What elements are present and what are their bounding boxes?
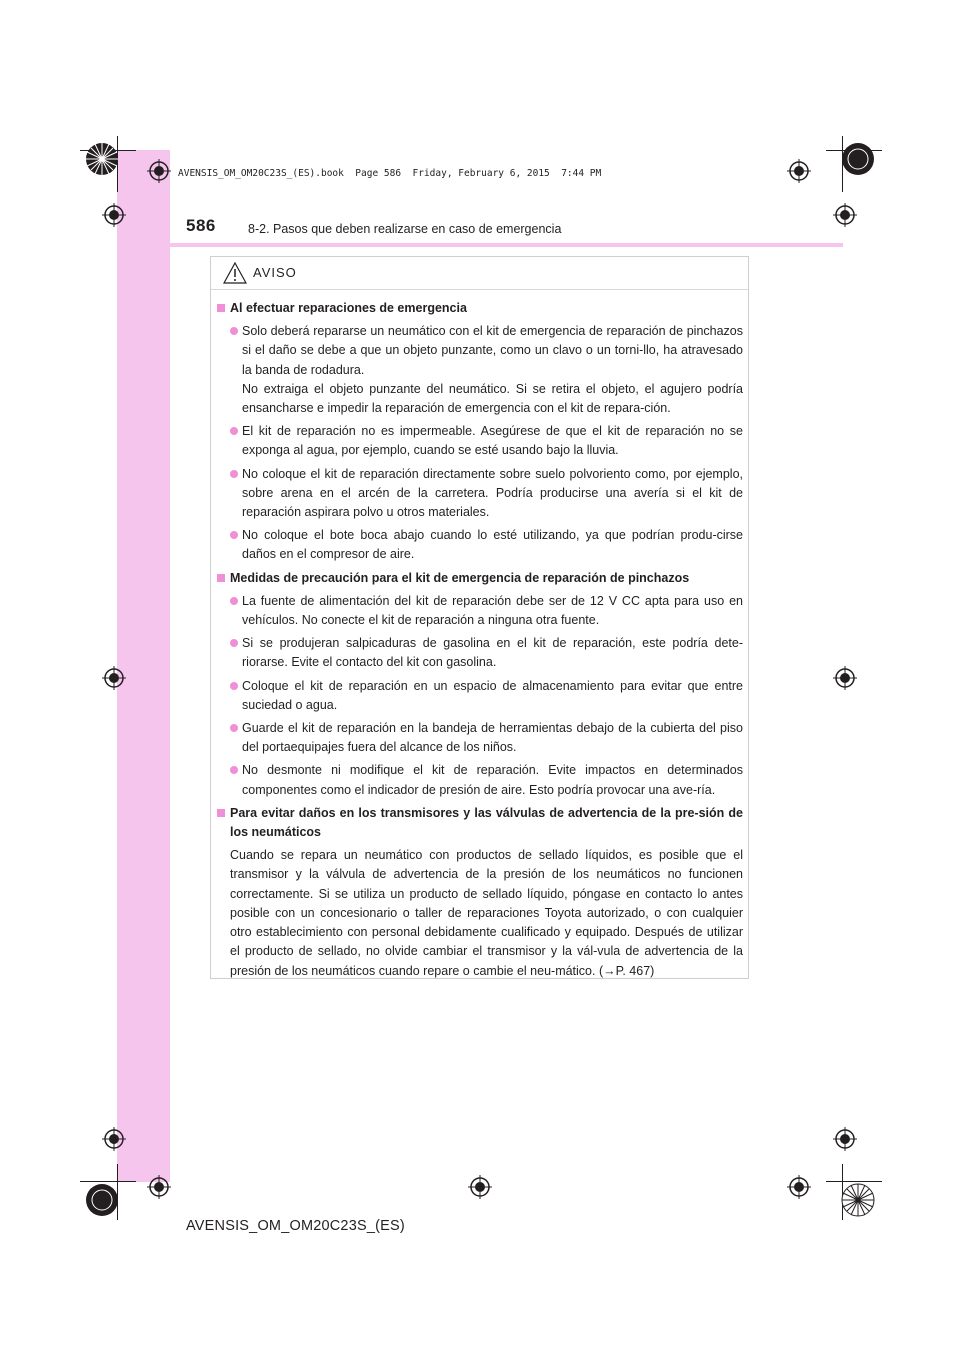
registration-mark-icon (147, 1175, 171, 1199)
list-item: No desmonte ni modifique el kit de reparación. Evite impactos en determinados componentes como el indicador de presión de aire. Esto podría provocar una ave-ría. (217, 761, 743, 799)
warning-box (210, 256, 749, 979)
section-heading: Al efectuar reparaciones de emergencia (217, 299, 743, 318)
registration-mark-icon (147, 159, 171, 183)
starburst-mark-icon (84, 1182, 120, 1218)
warning-body (217, 299, 743, 985)
registration-mark-icon (102, 203, 126, 227)
list-item: El kit de reparación no es impermeable. Asegúrese de que el kit de reparación no se exponga al agua, por ejemplo, cuando se esté usando bajo la lluvia. (217, 422, 743, 460)
starburst-mark-icon (840, 1182, 876, 1218)
starburst-mark-icon (840, 141, 876, 177)
registration-mark-icon (102, 666, 126, 690)
warning-label: AVISO (253, 265, 297, 280)
registration-mark-icon (833, 1127, 857, 1151)
section-heading: Medidas de precaución para el kit de emergencia de reparación de pinchazos (217, 569, 743, 588)
list-item: La fuente de alimentación del kit de reparación debe ser de 12 V CC apta para uso en vehículos. No conecte el kit de reparación a ninguna otra fuente. (217, 592, 743, 630)
list-item: No coloque el kit de reparación directamente sobre suelo polvoriento como, por ejemplo, sobre arena en el arcén de la carretera. Podría producirse una avería si el kit de reparación aspirara polvo u otros materiales. (217, 465, 743, 523)
registration-mark-icon (787, 1175, 811, 1199)
list-item: Guarde el kit de reparación en la bandeja de herramientas debajo de la cubierta del piso del portaequipajes fuera del alcance de los niños. (217, 719, 743, 757)
registration-mark-icon (833, 203, 857, 227)
list-item: Si se produjeran salpicaduras de gasolina en el kit de reparación, este podría dete-riorarse. Evite el contacto del kit con gasolina. (217, 634, 743, 672)
warning-header (211, 257, 748, 290)
registration-mark-icon (468, 1175, 492, 1199)
registration-mark-icon (102, 1127, 126, 1151)
footer-code: AVENSIS_OM_OM20C23S_(ES) (186, 1218, 405, 1234)
registration-mark-icon (787, 159, 811, 183)
list-item: No coloque el bote boca abajo cuando lo esté utilizando, ya que podrían produ-cirse daños en el compresor de aire. (217, 526, 743, 564)
starburst-mark-icon (84, 141, 120, 177)
warning-triangle-icon (223, 262, 247, 284)
page-number: 586 (186, 216, 216, 235)
book-info: AVENSIS_OM_OM20C23S_(ES).book Page 586 Friday, February 6, 2015 7:44 PM (178, 168, 602, 179)
list-item: Solo deberá repararse un neumático con el kit de emergencia de reparación de pinchazos si el daño se debe a que un objeto punzante, como un clavo o un torni-llo, ha atravesado la banda de rodadura. No extraiga el objeto punzante del neumático. Si se retira el objeto, el agujero podría ensancharse e impedir la reparación de emergencia con el kit de repara-ción. (217, 322, 743, 418)
paragraph: Cuando se repara un neumático con productos de sellado líquidos, es posible que el transmisor y la válvula de advertencia de la presión de los neumáticos no funcionen correctamente. Si se utiliza un producto de sellado líquido, póngase en contacto lo antes posible con un concesionario o taller de reparaciones Toyota autorizado, o con cualquier otro establecimiento con personal debidamente cualificado y equipado. Después de utilizar el producto de sellado, no olvide cambiar el transmisor y la vál-vula de advertencia de la presión de los neumáticos cuando repare o cambie el neu-mático. (→P. 467) (230, 848, 743, 978)
section-title: 8-2. Pasos que deben realizarse en caso de emergencia (248, 222, 562, 236)
header-rule (117, 243, 843, 247)
section-heading: Para evitar daños en los transmisores y las válvulas de advertencia de la pre-sión de los neumáticos (217, 804, 743, 842)
registration-mark-icon (833, 666, 857, 690)
list-item: Coloque el kit de reparación en un espacio de almacenamiento para evitar que entre suciedad o agua. (217, 677, 743, 715)
